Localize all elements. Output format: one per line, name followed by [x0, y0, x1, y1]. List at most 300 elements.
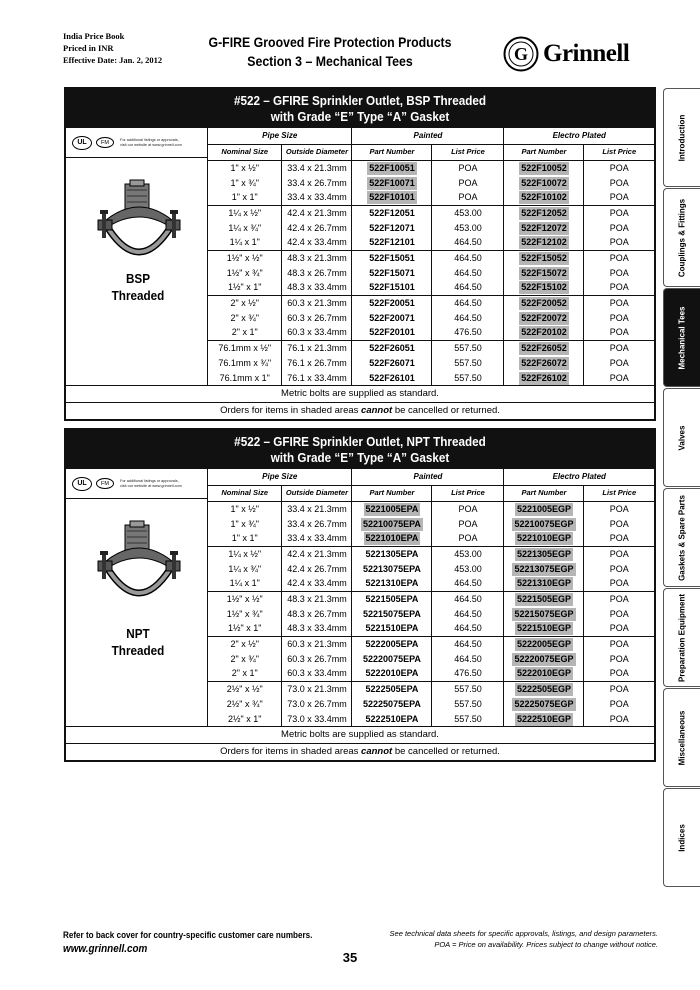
outside-diameter-cell: 48.3 x 33.4mm	[282, 621, 352, 636]
painted-list-price: 464.50	[432, 295, 504, 310]
tab-indices[interactable]	[663, 788, 700, 887]
tab-label: Introduction	[677, 114, 687, 161]
shaded-part-number: 522F12052	[521, 207, 567, 218]
tab-valves[interactable]	[663, 388, 700, 487]
note-text: be cancelled or returned.	[392, 746, 500, 757]
plated-list-price: POA	[584, 190, 654, 205]
nominal-size-cell: 2½" x 1"	[228, 713, 262, 724]
npt-section	[64, 428, 656, 762]
note-text: be cancelled or returned.	[392, 405, 500, 416]
outside-diameter-header: Outside Diameter	[282, 144, 352, 160]
plated-list-price: POA	[584, 546, 654, 561]
plated-list-price: POA	[584, 576, 654, 591]
nominal-size-cell: 1" x ¾"	[230, 177, 259, 188]
approvals-note-line: visit our website at www.grinnell.com	[120, 483, 182, 488]
approvals-row	[66, 469, 207, 499]
plated-list-price-header: List Price	[584, 485, 654, 501]
painted-part-number: 522F20071	[352, 310, 432, 325]
painted-part-number: 52215075EPA	[352, 606, 432, 621]
outside-diameter-header: Outside Diameter	[282, 485, 352, 501]
thread-type-label	[73, 625, 203, 659]
painted-part-number: 5221505EPA	[352, 591, 432, 606]
plated-part-number	[504, 621, 584, 636]
tab-miscellaneous[interactable]	[663, 688, 700, 787]
painted-list-price: 464.50	[432, 621, 504, 636]
plated-part-number	[504, 711, 584, 726]
plated-part-number	[504, 265, 584, 280]
nominal-size-cell: 1½" x ¾"	[226, 608, 263, 619]
nominal-size-header: Nominal Size	[208, 144, 282, 160]
nominal-size-cell: 1½" x 1"	[208, 280, 282, 295]
shaded-part-number: 522F20072	[521, 312, 567, 323]
table-row	[208, 576, 654, 591]
plated-list-price: POA	[584, 591, 654, 606]
tab-introduction[interactable]	[663, 88, 700, 187]
approvals-note-line: For additional listings or approvals,	[120, 137, 179, 142]
plated-list-price: POA	[584, 531, 654, 546]
plated-part-number	[504, 175, 584, 190]
section-title-line2: with Grade “E” Type “A” Gasket	[270, 450, 450, 465]
painted-part-number: 5221310EPA	[352, 576, 432, 591]
poa-note: POA = Price on availability. Prices subject to change without notice.	[434, 940, 658, 949]
plated-list-price: POA	[584, 355, 654, 370]
nominal-size-cell: 2" x ¾"	[230, 653, 259, 664]
painted-list-price: 476.50	[432, 666, 504, 681]
nominal-size-cell: 76.1mm x ½"	[218, 342, 272, 353]
pipe-size-header: Pipe Size	[208, 469, 352, 485]
plated-part-number	[504, 576, 584, 591]
shaded-part-number: 522F20102	[521, 327, 567, 338]
shaded-part-number: 5221310EGP	[516, 578, 571, 589]
outside-diameter-cell: 48.3 x 21.3mm	[282, 591, 352, 606]
approvals-row	[66, 128, 207, 158]
section-title-line1: #522 – GFIRE Sprinkler Outlet, BSP Threaded	[233, 93, 487, 108]
header-group-row	[208, 469, 654, 485]
nominal-size-cell: 1¼ x 1"	[208, 235, 282, 250]
table-row	[208, 340, 654, 355]
price-table	[208, 469, 654, 726]
painted-part-number-header: Part Number	[352, 144, 432, 160]
nominal-size-cell: 2" x 1"	[208, 325, 282, 340]
tab-label: Miscellaneous	[677, 710, 687, 765]
plated-list-price: POA	[584, 325, 654, 340]
section-body	[66, 128, 654, 385]
plated-list-price: POA	[584, 220, 654, 235]
tab-preparation-equipment[interactable]	[663, 588, 700, 687]
painted-list-price: 464.50	[432, 280, 504, 295]
nominal-size-cell: 1" x ½"	[230, 503, 259, 514]
nominal-size-cell: 2" x ¾"	[230, 312, 259, 323]
table-row	[208, 175, 654, 190]
painted-list-price: 464.50	[432, 310, 504, 325]
note-emphasis: cannot	[361, 746, 393, 757]
plated-part-number	[504, 340, 584, 355]
outside-diameter-cell: 33.4 x 33.4mm	[282, 190, 352, 205]
plated-part-number	[504, 370, 584, 385]
shaded-part-number: 522F15072	[521, 267, 567, 278]
page-number: 35	[342, 950, 358, 965]
painted-part-number	[352, 190, 432, 205]
plated-part-number	[504, 235, 584, 250]
table-row	[208, 531, 654, 546]
table-row	[208, 636, 654, 651]
nominal-size-cell: 2½" x ½"	[226, 683, 263, 694]
outside-diameter-cell: 60.3 x 21.3mm	[282, 636, 352, 651]
shaded-part-number: 52210075EGP	[514, 518, 574, 529]
nominal-size-cell: 2" x ½"	[230, 638, 259, 649]
plated-list-price: POA	[584, 310, 654, 325]
pipe-size-header: Pipe Size	[208, 128, 352, 144]
tab-label: Gaskets & Spare Parts	[677, 494, 687, 581]
approvals-note	[120, 138, 182, 148]
shaded-part-number: 5221305EGP	[516, 548, 571, 559]
note-text: Orders for items in shaded areas	[220, 746, 362, 757]
plated-list-price: POA	[584, 516, 654, 531]
table-row	[208, 561, 654, 576]
painted-list-price: 453.00	[432, 205, 504, 220]
painted-list-price: 464.50	[432, 606, 504, 621]
page-title-line1: G-FIRE Grooved Fire Protection Products	[208, 34, 452, 50]
nominal-size-cell: 1¼ x ¾"	[228, 222, 262, 233]
painted-list-price: 557.50	[432, 355, 504, 370]
table-row	[208, 681, 654, 696]
plated-list-price: POA	[584, 295, 654, 310]
painted-list-price: 464.50	[432, 265, 504, 280]
electro-plated-header: Electro Plated	[504, 469, 654, 485]
outside-diameter-cell: 48.3 x 26.7mm	[282, 265, 352, 280]
outside-diameter-cell: 76.1 x 26.7mm	[282, 355, 352, 370]
shaded-part-number: 522F26072	[521, 357, 567, 368]
thread-type-label	[73, 270, 203, 304]
website-link[interactable]: www.grinnell.com	[63, 943, 148, 955]
painted-part-number: 5221510EPA	[352, 621, 432, 636]
ul-listed-icon: UL	[72, 136, 92, 150]
shaded-part-number: 522F15052	[521, 252, 567, 263]
price-table	[208, 128, 654, 385]
shaded-part-number: 5222005EGP	[516, 638, 571, 649]
outside-diameter-cell: 60.3 x 33.4mm	[282, 666, 352, 681]
painted-part-number	[352, 501, 432, 516]
outside-diameter-cell: 73.0 x 26.7mm	[282, 696, 352, 711]
section-body	[66, 469, 654, 726]
painted-header: Painted	[352, 469, 504, 485]
nominal-size-cell: 1" x 1"	[208, 531, 282, 546]
nominal-size-cell: 76.1mm x 1"	[219, 372, 270, 383]
table-row	[208, 190, 654, 205]
tab-label: Mechanical Tees	[677, 306, 687, 369]
shaded-part-number: 5222510EGP	[516, 713, 571, 724]
painted-list-price: 464.50	[432, 235, 504, 250]
header-column-row	[208, 144, 654, 160]
electro-plated-header: Electro Plated	[504, 128, 654, 144]
shaded-part-number: 522F15102	[521, 282, 567, 293]
thread-type: BSP	[125, 271, 151, 286]
tab-couplings-fittings[interactable]	[663, 188, 700, 287]
thread-type-suffix: Threaded	[111, 288, 165, 303]
outside-diameter-cell: 76.1 x 33.4mm	[282, 370, 352, 385]
nominal-size-cell: 1½" x 1"	[208, 621, 282, 636]
plated-list-price: POA	[584, 666, 654, 681]
outside-diameter-cell: 42.4 x 33.4mm	[282, 235, 352, 250]
plated-part-number	[504, 310, 584, 325]
tab-label: Indices	[677, 823, 687, 852]
outside-diameter-cell: 73.0 x 21.3mm	[282, 681, 352, 696]
price-table-wrap	[208, 128, 654, 385]
nominal-size-cell: 1" x ½"	[230, 162, 259, 173]
shaded-part-number: 5222010EGP	[516, 668, 571, 679]
table-row	[208, 666, 654, 681]
painted-part-number	[352, 160, 432, 175]
outside-diameter-cell: 33.4 x 21.3mm	[282, 501, 352, 516]
shaded-part-number: 5222505EGP	[516, 683, 571, 694]
plated-list-price: POA	[584, 205, 654, 220]
outside-diameter-cell: 42.4 x 21.3mm	[282, 546, 352, 561]
brand-name: Grinnell	[543, 40, 630, 67]
painted-part-number: 522F20101	[352, 325, 432, 340]
page-title-line2: Section 3 – Mechanical Tees	[247, 53, 413, 69]
plated-part-number	[504, 651, 584, 666]
shaded-part-number: 5221505EGP	[516, 593, 571, 604]
shaded-part-number: 522F26052	[521, 342, 567, 353]
painted-part-number: 52213075EPA	[352, 561, 432, 576]
nominal-size-cell: 1½" x ¾"	[226, 267, 263, 278]
plated-part-number	[504, 636, 584, 651]
painted-part-number: 522F26071	[352, 355, 432, 370]
shaded-part-number: 52213075EGP	[514, 563, 574, 574]
table-row	[208, 310, 654, 325]
outside-diameter-cell: 42.4 x 26.7mm	[282, 561, 352, 576]
table-row	[208, 516, 654, 531]
painted-list-price: POA	[432, 501, 504, 516]
price-book-line: Effective Date: Jan. 2, 2012	[63, 55, 163, 65]
painted-part-number: 522F26051	[352, 340, 432, 355]
outside-diameter-cell: 33.4 x 21.3mm	[282, 160, 352, 175]
painted-list-price: 557.50	[432, 370, 504, 385]
section-title-line1: #522 – GFIRE Sprinkler Outlet, NPT Threaded	[234, 434, 486, 449]
outside-diameter-cell: 42.4 x 33.4mm	[282, 576, 352, 591]
shaded-part-number: 5221005EGP	[516, 503, 571, 514]
painted-header: Painted	[352, 128, 504, 144]
note-emphasis: cannot	[361, 405, 393, 416]
nominal-size-cell: 1¼ x ¾"	[228, 563, 262, 574]
table-row	[208, 250, 654, 265]
plated-part-number	[504, 220, 584, 235]
table-row	[208, 295, 654, 310]
shaded-part-number: 52210075EPA	[363, 518, 421, 529]
table-row	[208, 696, 654, 711]
footer-right	[390, 928, 658, 950]
painted-part-number: 5221305EPA	[352, 546, 432, 561]
outside-diameter-cell: 60.3 x 26.7mm	[282, 651, 352, 666]
plated-list-price: POA	[584, 651, 654, 666]
table-row	[208, 205, 654, 220]
table-row	[208, 280, 654, 295]
table-row	[208, 546, 654, 561]
painted-part-number	[352, 175, 432, 190]
plated-part-number	[504, 280, 584, 295]
nominal-size-cell: 1" x 1"	[208, 190, 282, 205]
table-row	[208, 591, 654, 606]
shaded-part-number: 522F10051	[369, 162, 415, 173]
painted-list-price: POA	[432, 516, 504, 531]
nominal-size-cell: 2" x 1"	[208, 666, 282, 681]
table-row	[208, 220, 654, 235]
page-title	[198, 33, 462, 71]
customer-care-note: Refer to back cover for country-specific customer care numbers.	[63, 930, 313, 940]
outside-diameter-cell: 33.4 x 33.4mm	[282, 531, 352, 546]
product-panel	[66, 469, 208, 726]
painted-part-number: 522F12071	[352, 220, 432, 235]
price-table-wrap	[208, 469, 654, 726]
fm-approved-icon: FM	[96, 137, 114, 148]
price-book-line: India Price Book	[63, 31, 125, 41]
plated-list-price: POA	[584, 711, 654, 726]
plated-part-number-header: Part Number	[504, 485, 584, 501]
plated-part-number	[504, 561, 584, 576]
note-text: Orders for items in shaded areas	[220, 405, 362, 416]
approvals-note	[120, 479, 182, 489]
plated-part-number	[504, 591, 584, 606]
plated-list-price: POA	[584, 501, 654, 516]
nominal-size-cell: 2" x ½"	[230, 297, 259, 308]
plated-part-number	[504, 516, 584, 531]
shaded-part-number: 522F12102	[521, 237, 567, 248]
plated-list-price: POA	[584, 250, 654, 265]
painted-list-price: POA	[432, 160, 504, 175]
painted-list-price: 453.00	[432, 220, 504, 235]
plated-list-price: POA	[584, 621, 654, 636]
header-column-row	[208, 485, 654, 501]
outside-diameter-cell: 42.4 x 26.7mm	[282, 220, 352, 235]
table-row	[208, 711, 654, 726]
painted-part-number: 5222005EPA	[352, 636, 432, 651]
nominal-size-cell: 1" x ¾"	[230, 518, 259, 529]
header-group-row	[208, 128, 654, 144]
shaded-part-number: 522F20052	[521, 297, 567, 308]
plated-part-number	[504, 325, 584, 340]
painted-part-number: 52220075EPA	[352, 651, 432, 666]
nominal-size-header: Nominal Size	[208, 485, 282, 501]
plated-list-price: POA	[584, 280, 654, 295]
table-row	[208, 355, 654, 370]
table-row	[208, 265, 654, 280]
svg-text:G: G	[513, 44, 529, 64]
painted-part-number	[352, 516, 432, 531]
price-book-line: Priced in INR	[63, 43, 114, 53]
plated-list-price: POA	[584, 606, 654, 621]
section-title	[66, 89, 654, 128]
outside-diameter-cell: 42.4 x 21.3mm	[282, 205, 352, 220]
shaded-part-number: 522F10071	[369, 177, 415, 188]
nominal-size-cell: 2½" x ¾"	[226, 698, 263, 709]
outside-diameter-cell: 60.3 x 33.4mm	[282, 325, 352, 340]
plated-part-number	[504, 355, 584, 370]
plated-part-number	[504, 190, 584, 205]
shaded-items-note	[66, 402, 654, 419]
shaded-part-number: 522F12072	[521, 222, 567, 233]
painted-list-price: POA	[432, 531, 504, 546]
painted-list-price: 464.50	[432, 250, 504, 265]
plated-part-number	[504, 666, 584, 681]
tab-mechanical-tees[interactable]	[663, 288, 700, 387]
shaded-part-number: 522F10102	[521, 192, 567, 203]
approvals-note-line: visit our website at www.grinnell.com	[120, 142, 182, 147]
painted-list-price: POA	[432, 175, 504, 190]
outside-diameter-cell: 73.0 x 33.4mm	[282, 711, 352, 726]
shaded-part-number: 52225075EGP	[514, 698, 574, 709]
plated-part-number	[504, 681, 584, 696]
painted-part-number: 522F12051	[352, 205, 432, 220]
plated-list-price-header: List Price	[584, 144, 654, 160]
shaded-part-number: 5221010EGP	[516, 533, 571, 544]
painted-list-price: 453.00	[432, 546, 504, 561]
outside-diameter-cell: 60.3 x 21.3mm	[282, 295, 352, 310]
plated-list-price: POA	[584, 235, 654, 250]
price-book-info	[63, 30, 162, 66]
plated-list-price: POA	[584, 265, 654, 280]
metric-bolts-note: Metric bolts are supplied as standard.	[66, 726, 654, 743]
plated-list-price: POA	[584, 370, 654, 385]
tech-data-note: See technical data sheets for specific approvals, listings, and design parameters.	[389, 929, 658, 938]
plated-part-number	[504, 531, 584, 546]
nominal-size-cell: 76.1mm x ¾"	[218, 357, 272, 368]
painted-part-number: 522F20051	[352, 295, 432, 310]
painted-list-price: 557.50	[432, 681, 504, 696]
painted-part-number: 522F12101	[352, 235, 432, 250]
painted-list-price-header: List Price	[432, 144, 504, 160]
painted-list-price-header: List Price	[432, 485, 504, 501]
plated-part-number	[504, 501, 584, 516]
shaded-part-number: 52220075EGP	[514, 653, 574, 664]
outside-diameter-cell: 48.3 x 26.7mm	[282, 606, 352, 621]
thread-type: NPT	[126, 626, 150, 641]
painted-part-number: 522F15051	[352, 250, 432, 265]
painted-list-price: 557.50	[432, 340, 504, 355]
section-tabs	[663, 88, 700, 888]
painted-list-price: 464.50	[432, 636, 504, 651]
painted-list-price: 557.50	[432, 711, 504, 726]
painted-part-number: 52225075EPA	[352, 696, 432, 711]
plated-part-number	[504, 295, 584, 310]
outside-diameter-cell: 33.4 x 26.7mm	[282, 175, 352, 190]
bsp-section	[64, 87, 656, 421]
painted-part-number: 5222505EPA	[352, 681, 432, 696]
approvals-note-line: For additional listings or approvals,	[120, 478, 179, 483]
tab-gaskets-spare-parts[interactable]	[663, 488, 700, 587]
plated-part-number	[504, 250, 584, 265]
painted-part-number: 522F15071	[352, 265, 432, 280]
metric-bolts-note: Metric bolts are supplied as standard.	[66, 385, 654, 402]
outside-diameter-cell: 48.3 x 21.3mm	[282, 250, 352, 265]
painted-part-number: 5222010EPA	[352, 666, 432, 681]
grinnell-logo	[503, 36, 629, 72]
plated-list-price: POA	[584, 340, 654, 355]
outside-diameter-cell: 76.1 x 21.3mm	[282, 340, 352, 355]
shaded-part-number: 522F10072	[521, 177, 567, 188]
table-row	[208, 325, 654, 340]
painted-list-price: 557.50	[432, 696, 504, 711]
tab-label: Couplings & Fittings	[677, 198, 687, 277]
painted-part-number	[352, 531, 432, 546]
section-title-line2: with Grade “E” Type “A” Gasket	[270, 109, 450, 124]
painted-part-number: 5222510EPA	[352, 711, 432, 726]
plated-part-number	[504, 546, 584, 561]
table-row	[208, 606, 654, 621]
painted-list-price: 464.50	[432, 651, 504, 666]
outside-diameter-cell: 33.4 x 26.7mm	[282, 516, 352, 531]
table-row	[208, 621, 654, 636]
shaded-part-number: 522F26102	[521, 372, 567, 383]
